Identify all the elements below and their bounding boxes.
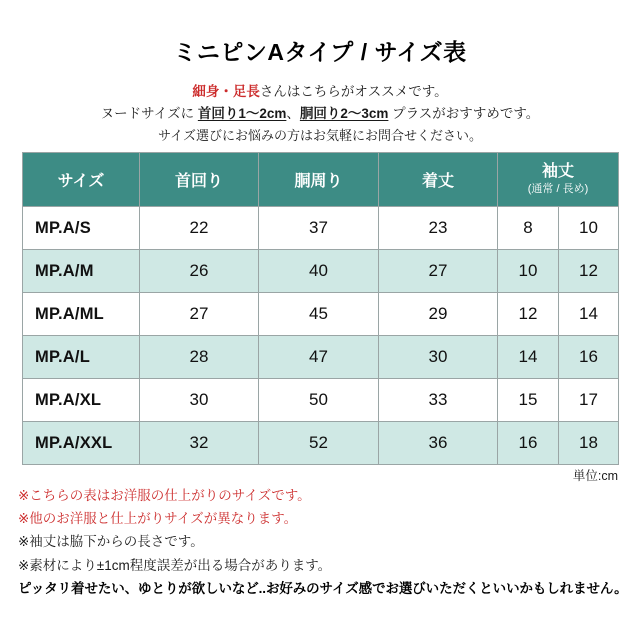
cell-neck: 32 — [140, 422, 259, 465]
cell-size: MP.A/L — [23, 336, 140, 379]
cell-sleeve-normal: 10 — [498, 250, 559, 293]
table-row — [23, 379, 619, 422]
cell-length: 29 — [379, 293, 498, 336]
page-title: ミニピンAタイプ / サイズ表 — [173, 39, 467, 65]
cell-chest: 47 — [259, 336, 379, 379]
notes-block — [18, 484, 628, 600]
cell-sleeve-normal: 15 — [498, 379, 559, 422]
cell-neck: 22 — [140, 207, 259, 250]
note-sleeve-measure: ※袖丈は脇下からの長さです。 — [18, 534, 204, 550]
note-finished-size: ※こちらの表はお洋服の仕上がりのサイズです。 — [18, 488, 311, 503]
advice-separator: 、 — [286, 106, 300, 122]
cell-chest: 40 — [259, 250, 379, 293]
column-header-sleeve-label: 袖丈 — [541, 163, 574, 181]
size-table-head — [23, 153, 619, 207]
advice-suffix: プラスがおすすめです。 — [388, 106, 540, 122]
table-row — [23, 250, 619, 293]
note-differs-from-others: ※他のお洋服と仕上がりサイズが異なります。 — [18, 511, 298, 527]
cell-size: MP.A/M — [23, 250, 140, 293]
cell-chest: 45 — [259, 293, 379, 336]
cell-sleeve-normal: 14 — [498, 336, 559, 379]
cell-neck: 30 — [140, 379, 259, 422]
cell-neck: 27 — [140, 293, 259, 336]
cell-size: MP.A/XXL — [23, 422, 140, 465]
note-fit-preference: ピッタリ着せたい、ゆとりが欲しいなど..お好みのサイズ感でお選びいただくといいかもしれません。 — [18, 580, 628, 596]
cell-length: 27 — [379, 250, 498, 293]
cell-sleeve-long: 10 — [559, 207, 619, 250]
cell-sleeve-long: 17 — [559, 379, 619, 422]
cell-sleeve-long: 12 — [559, 250, 619, 293]
cell-sleeve-normal: 8 — [498, 207, 559, 250]
column-header-length: 着丈 — [379, 153, 498, 207]
cell-sleeve-long: 18 — [559, 422, 619, 465]
heading-block — [0, 0, 640, 147]
cell-length: 30 — [379, 336, 498, 379]
table-row — [23, 207, 619, 250]
cell-sleeve-long: 14 — [559, 293, 619, 336]
cell-sleeve-long: 16 — [559, 336, 619, 379]
note-tolerance: ※素材により±1cm程度誤差が出る場合があります。 — [18, 557, 332, 573]
recommendation-line — [0, 81, 640, 103]
cell-chest: 52 — [259, 422, 379, 465]
recommendation-rest: さんはこちらがオススメです。 — [259, 83, 448, 99]
cell-length: 23 — [379, 207, 498, 250]
table-row — [23, 293, 619, 336]
column-header-chest: 胴周り — [259, 153, 379, 207]
cell-chest: 37 — [259, 207, 379, 250]
column-header-sleeve — [498, 153, 619, 207]
size-table-wrap — [22, 152, 618, 465]
size-table-body — [23, 207, 619, 465]
column-header-size: サイズ — [23, 153, 140, 207]
advice-chest-measure: 胴回り2〜3cm — [299, 106, 389, 122]
cell-size: MP.A/S — [23, 207, 140, 250]
size-table — [22, 152, 619, 465]
recommendation-highlight: 細身・足長 — [192, 83, 260, 99]
cell-length: 33 — [379, 379, 498, 422]
advice-line — [0, 103, 640, 125]
cell-sleeve-normal: 12 — [498, 293, 559, 336]
column-header-neck: 首回り — [140, 153, 259, 207]
table-row — [23, 336, 619, 379]
column-header-sleeve-sublabel: (通常 / 長め) — [527, 182, 589, 195]
cell-size: MP.A/XL — [23, 379, 140, 422]
cell-sleeve-normal: 16 — [498, 422, 559, 465]
cell-length: 36 — [379, 422, 498, 465]
cell-neck: 28 — [140, 336, 259, 379]
contact-line: サイズ選びにお悩みの方はお気軽にお問合せください。 — [158, 128, 482, 144]
unit-label: 単位:cm — [572, 469, 618, 483]
cell-chest: 50 — [259, 379, 379, 422]
advice-prefix: ヌードサイズに — [100, 106, 198, 122]
advice-neck-measure: 首回り1〜2cm — [197, 106, 287, 122]
cell-neck: 26 — [140, 250, 259, 293]
table-row — [23, 422, 619, 465]
table-header-row — [23, 153, 619, 207]
cell-size: MP.A/ML — [23, 293, 140, 336]
